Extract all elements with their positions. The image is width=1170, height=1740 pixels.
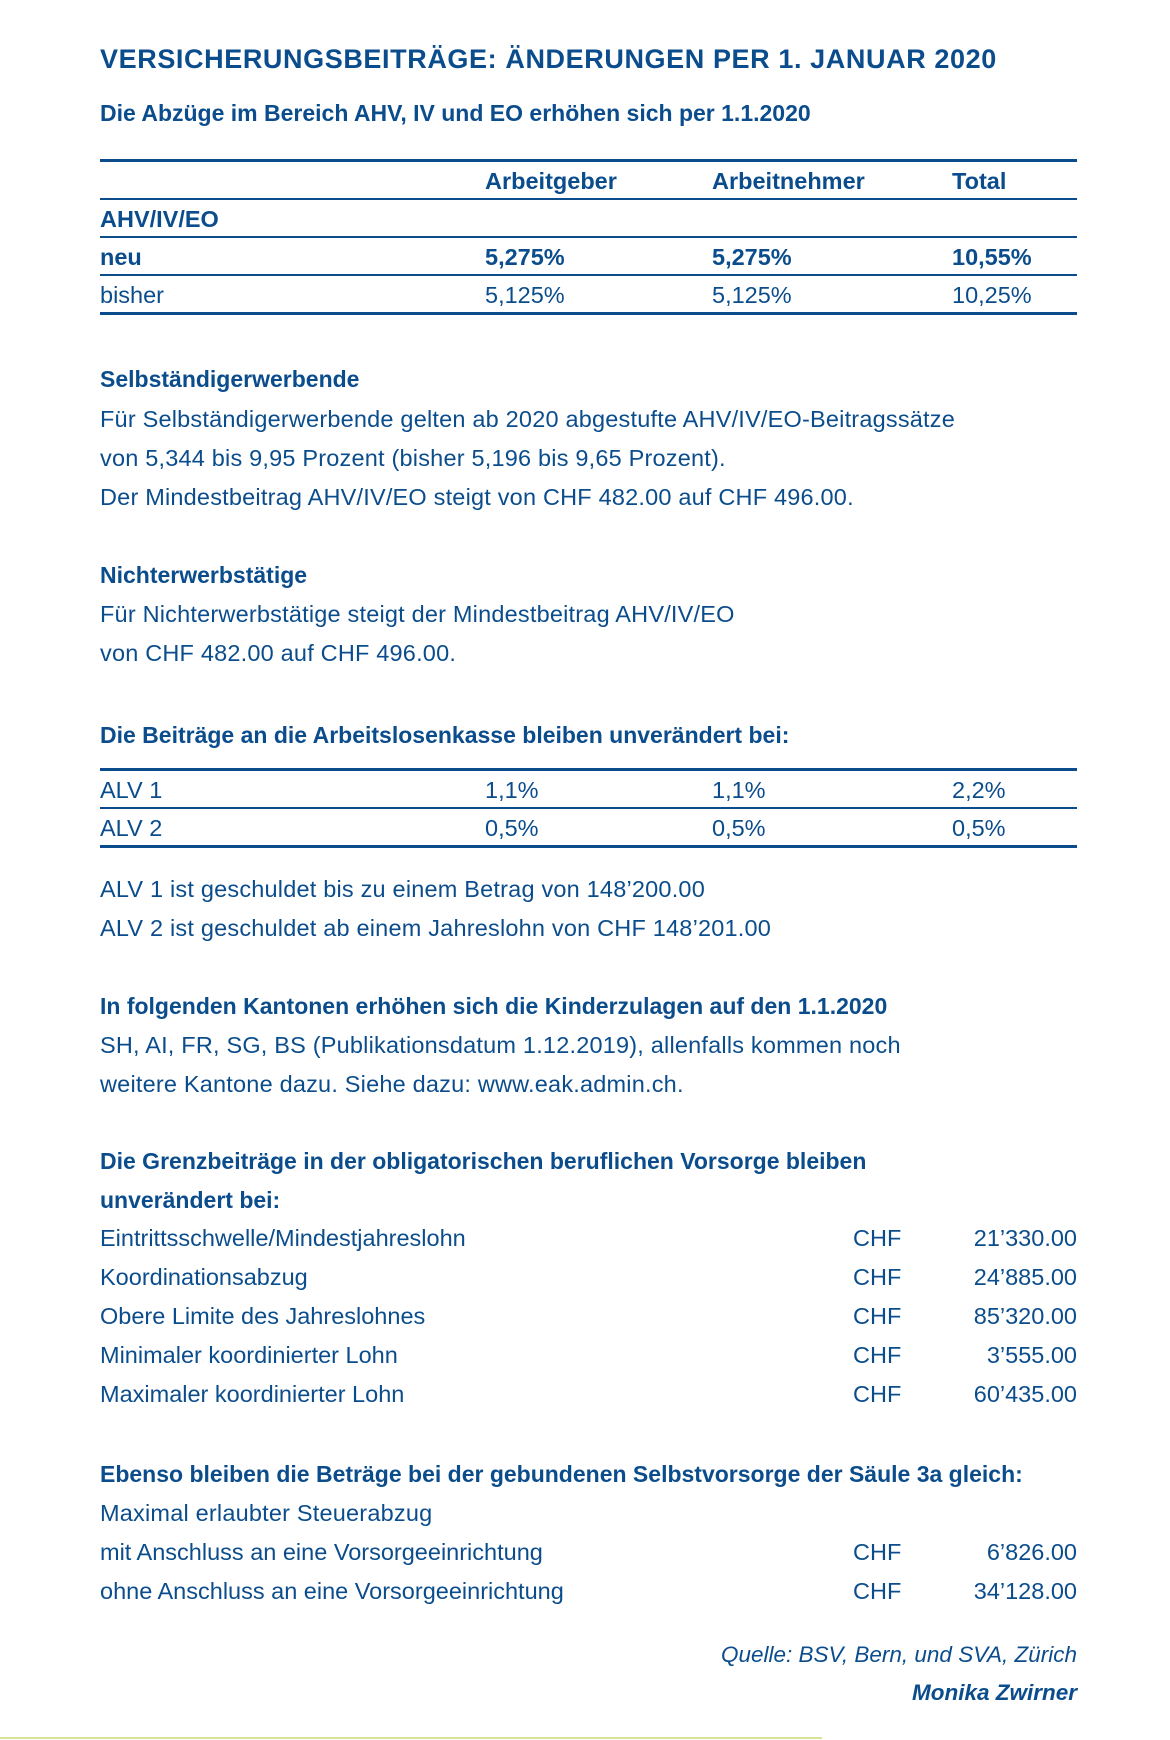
selbstaendig-line: Der Mindestbeitrag AHV/IV/EO steigt von CHF 482.00 auf CHF 496.00. — [100, 484, 854, 510]
item-label: Maximaler koordinierter Lohn — [100, 1381, 405, 1407]
source-credit: Quelle: BSV, Bern, und SVA, Zürich — [720, 1642, 1077, 1667]
saeule3a-item — [100, 1539, 1077, 1575]
cell-arbeitgeber: 5,275% — [485, 244, 565, 270]
table-row — [100, 276, 1077, 312]
saeule3a-item — [100, 1578, 1077, 1614]
table-rule — [100, 845, 1077, 848]
table-group-row — [100, 200, 1077, 236]
item-value: 6’826.00 — [986, 1539, 1077, 1565]
item-value: 21’330.00 — [973, 1225, 1077, 1251]
alv-heading: Die Beiträge an die Arbeitslosenkasse bleiben unverändert bei: — [100, 722, 790, 748]
cell-arbeitgeber: 0,5% — [485, 815, 539, 841]
cell-arbeitnehmer: 5,125% — [712, 282, 792, 308]
bvg-item — [100, 1342, 1077, 1378]
bvg-item — [100, 1303, 1077, 1339]
item-value: 34’128.00 — [973, 1578, 1077, 1604]
cell-arbeitgeber: 5,125% — [485, 282, 565, 308]
nichterwerb-line: Für Nichterwerbstätige steigt der Mindestbeitrag AHV/IV/EO — [100, 601, 735, 627]
ahv-table — [100, 159, 1077, 315]
item-label: Obere Limite des Jahreslohnes — [100, 1303, 426, 1329]
bvg-heading: Die Grenzbeiträge in der obligatorischen beruflichen Vorsorge bleiben — [100, 1148, 867, 1174]
item-label: Eintrittsschwelle/Mindestjahreslohn — [100, 1225, 466, 1251]
table-row — [100, 771, 1077, 807]
alv-note: ALV 1 ist geschuldet bis zu einem Betrag von 148’200.00 — [100, 876, 705, 902]
column-header-arbeitnehmer: Arbeitnehmer — [712, 168, 865, 194]
cell-total: 0,5% — [952, 815, 1006, 841]
cell-arbeitnehmer: 0,5% — [712, 815, 766, 841]
cell-arbeitgeber: 1,1% — [485, 777, 539, 803]
item-currency: CHF — [853, 1539, 902, 1565]
cell-total: 2,2% — [952, 777, 1006, 803]
item-value: 85’320.00 — [973, 1303, 1077, 1329]
cell-arbeitnehmer: 1,1% — [712, 777, 766, 803]
nichterwerb-line: von CHF 482.00 auf CHF 496.00. — [100, 640, 457, 666]
kinderzulagen-line: SH, AI, FR, SG, BS (Publikationsdatum 1.12.2019), allenfalls kommen noch — [100, 1032, 901, 1058]
cell-arbeitnehmer: 5,275% — [712, 244, 792, 270]
nichterwerb-heading: Nichterwerbstätige — [100, 562, 308, 588]
saeule3a-heading: Ebenso bleiben die Beträge bei der gebundenen Selbstvorsorge der Säule 3a gleich: — [100, 1461, 1023, 1487]
item-label: mit Anschluss an eine Vorsorgeeinrichtung — [100, 1539, 543, 1565]
item-currency: CHF — [853, 1264, 902, 1290]
kinderzulagen-line: weitere Kantone dazu. Siehe dazu: www.eak.admin.ch. — [100, 1071, 684, 1097]
row-label: bisher — [100, 282, 165, 308]
bvg-item — [100, 1225, 1077, 1261]
bvg-heading-cont: unverändert bei: — [100, 1187, 281, 1213]
cell-total: 10,55% — [952, 244, 1032, 270]
selbstaendig-line: Für Selbständigerwerbende gelten ab 2020 abgestufte AHV/IV/EO-Beitragssätze — [100, 406, 955, 432]
ahv-heading: Die Abzüge im Bereich AHV, IV und EO erhöhen sich per 1.1.2020 — [100, 100, 811, 126]
bottom-accent-line — [0, 1737, 822, 1739]
author-credit: Monika Zwirner — [911, 1680, 1077, 1705]
item-currency: CHF — [853, 1578, 902, 1604]
bvg-item — [100, 1264, 1077, 1300]
alv-table — [100, 768, 1077, 848]
item-currency: CHF — [853, 1303, 902, 1329]
item-value: 3’555.00 — [986, 1342, 1077, 1368]
item-label: Koordinationsabzug — [100, 1264, 308, 1290]
item-currency: CHF — [853, 1342, 902, 1368]
item-label: ohne Anschluss an eine Vorsorgeeinrichtung — [100, 1578, 564, 1604]
cell-total: 10,25% — [952, 282, 1032, 308]
row-label: ALV 1 — [100, 777, 163, 803]
item-value: 60’435.00 — [973, 1381, 1077, 1407]
row-label: ALV 2 — [100, 815, 163, 841]
table-row — [100, 238, 1077, 274]
item-currency: CHF — [853, 1225, 902, 1251]
bvg-item — [100, 1381, 1077, 1417]
group-label: AHV/IV/EO — [100, 206, 219, 232]
column-header-arbeitgeber: Arbeitgeber — [485, 168, 617, 194]
kinderzulagen-heading: In folgenden Kantonen erhöhen sich die Kinderzulagen auf den 1.1.2020 — [100, 993, 888, 1019]
selbstaendig-line: von 5,344 bis 9,95 Prozent (bisher 5,196 bis 9,65 Prozent). — [100, 445, 726, 471]
row-label: neu — [100, 244, 142, 270]
selbstaendig-heading: Selbständigerwerbende — [100, 366, 360, 392]
column-header-total: Total — [952, 168, 1007, 194]
page-title: VERSICHERUNGSBEITRÄGE: ÄNDERUNGEN PER 1. JANUAR 2020 — [100, 44, 997, 74]
saeule3a-subheading: Maximal erlaubter Steuerabzug — [100, 1500, 433, 1526]
item-value: 24’885.00 — [973, 1264, 1077, 1290]
item-label: Minimaler koordinierter Lohn — [100, 1342, 398, 1368]
alv-note: ALV 2 ist geschuldet ab einem Jahreslohn von CHF 148’201.00 — [100, 915, 772, 941]
item-currency: CHF — [853, 1381, 902, 1407]
table-row — [100, 809, 1077, 845]
table-header-row — [100, 162, 1077, 198]
table-rule — [100, 312, 1077, 315]
